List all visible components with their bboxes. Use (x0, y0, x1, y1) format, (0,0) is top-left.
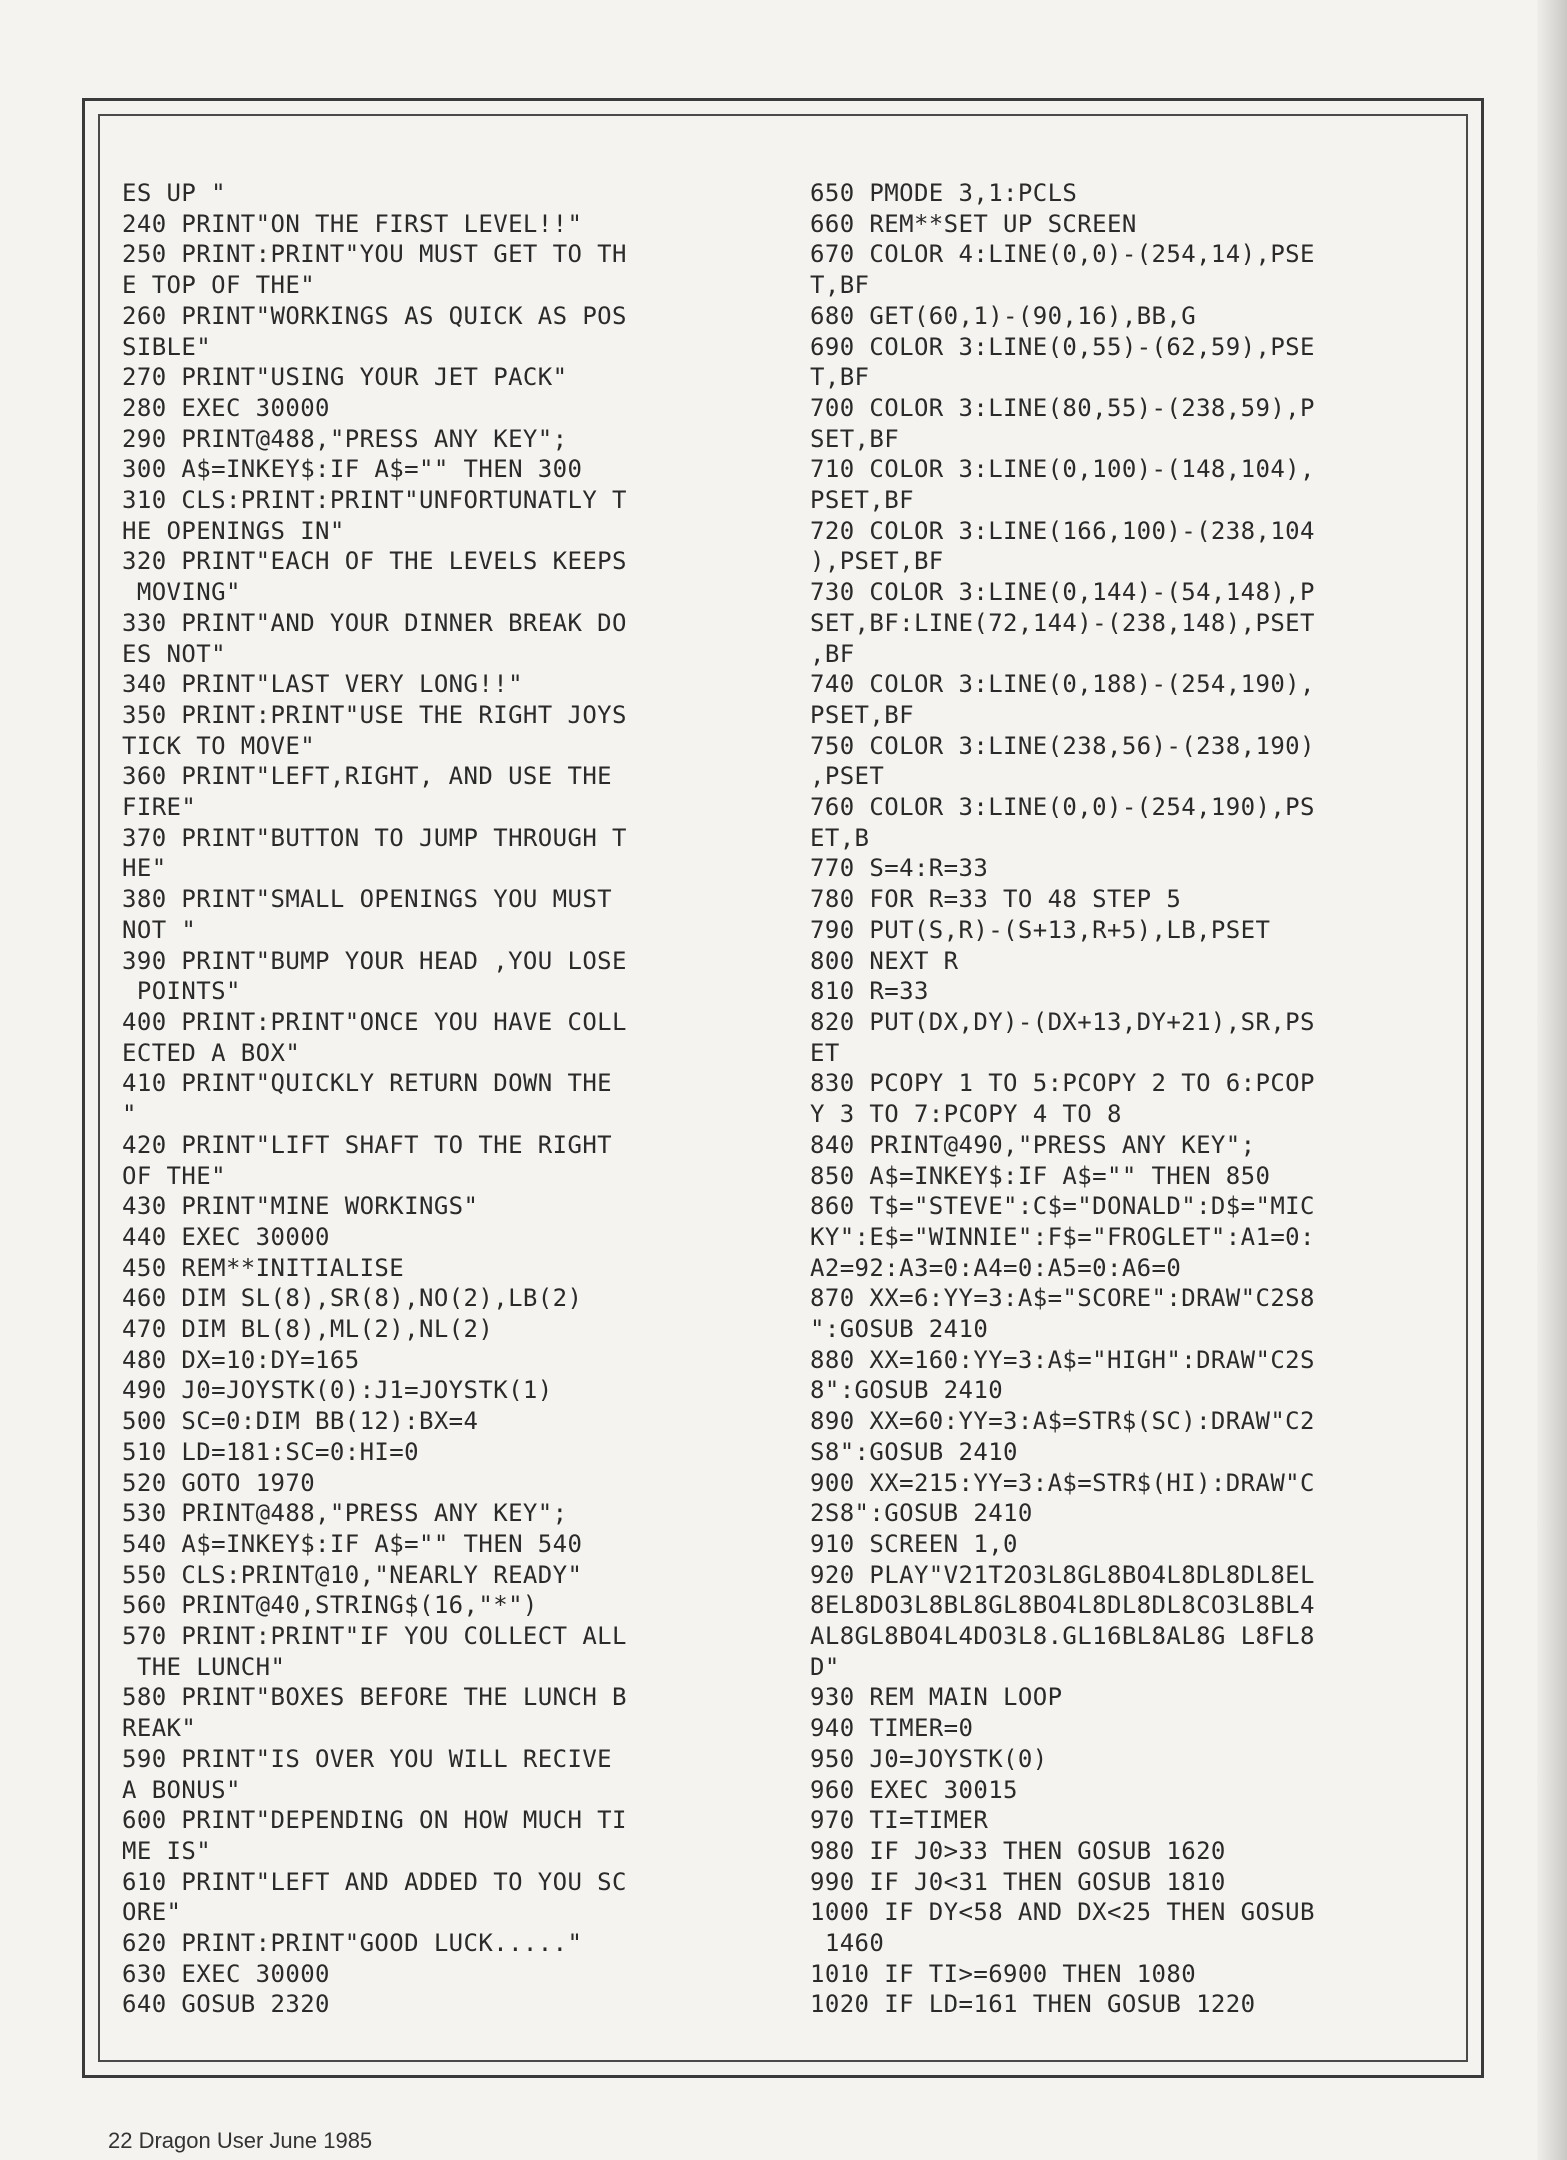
code-line: 690 COLOR 3:LINE(0,55)-(62,59),PSE (810, 332, 1315, 361)
code-line: 860 T$="STEVE":C$="DONALD":D$="MIC (810, 1192, 1315, 1221)
code-line: 750 COLOR 3:LINE(238,56)-(238,190) (810, 731, 1315, 760)
code-line: 390 PRINT"BUMP YOUR HEAD ,YOU LOSE (122, 946, 627, 975)
code-line: 380 PRINT"SMALL OPENINGS YOU MUST (122, 885, 613, 914)
code-line: 920 PLAY"V21T2O3L8GL8BO4L8DL8DL8EL (810, 1560, 1315, 1589)
code-line: 1460 (810, 1929, 885, 1958)
code-line: 680 GET(60,1)-(90,16),BB,G (810, 301, 1197, 330)
code-line: 840 PRINT@490,"PRESS ANY KEY"; (810, 1130, 1256, 1159)
code-line: 510 LD=181:SC=0:HI=0 (122, 1437, 419, 1466)
code-line: 490 J0=JOYSTK(0):J1=JOYSTK(1) (122, 1376, 553, 1405)
code-column-left (122, 178, 762, 2020)
code-line: 240 PRINT"ON THE FIRST LEVEL!!" (122, 209, 583, 238)
code-line: 470 DIM BL(8),ML(2),NL(2) (122, 1315, 494, 1344)
code-line: 1000 IF DY<58 AND DX<25 THEN GOSUB (810, 1898, 1315, 1927)
code-line: PSET,BF (810, 486, 914, 515)
code-line: ,PSET (810, 762, 885, 791)
code-line: 650 PMODE 3,1:PCLS (810, 179, 1078, 207)
code-line: 770 S=4:R=33 (810, 854, 989, 883)
code-line: 910 SCREEN 1,0 (810, 1529, 1018, 1558)
code-line: ES UP " (122, 179, 226, 207)
code-line: 1010 IF TI>=6900 THEN 1080 (810, 1959, 1197, 1988)
code-line: 950 J0=JOYSTK(0) (810, 1744, 1048, 1773)
code-line: POINTS" (122, 977, 241, 1006)
code-line: 2S8":GOSUB 2410 (810, 1499, 1033, 1528)
code-line: 960 EXEC 30015 (810, 1775, 1018, 1804)
code-line: 670 COLOR 4:LINE(0,0)-(254,14),PSE (810, 240, 1315, 269)
code-line: 790 PUT(S,R)-(S+13,R+5),LB,PSET (810, 915, 1271, 944)
code-line: 940 TIMER=0 (810, 1714, 974, 1743)
code-line: 250 PRINT:PRINT"YOU MUST GET TO TH (122, 240, 627, 269)
code-line: SIBLE" (122, 332, 212, 361)
code-line: T,BF (810, 271, 870, 300)
code-line: 780 FOR R=33 TO 48 STEP 5 (810, 885, 1182, 914)
code-line: 450 REM**INITIALISE (122, 1253, 405, 1282)
code-line: 740 COLOR 3:LINE(0,188)-(254,190), (810, 670, 1315, 699)
code-line: 610 PRINT"LEFT AND ADDED TO YOU SC (122, 1867, 627, 1896)
code-line: ORE" (122, 1898, 182, 1927)
code-line: REAK" (122, 1714, 197, 1743)
code-line: 350 PRINT:PRINT"USE THE RIGHT JOYS (122, 700, 627, 729)
code-line: 410 PRINT"QUICKLY RETURN DOWN THE (122, 1069, 613, 1098)
code-line: 1020 IF LD=161 THEN GOSUB 1220 (810, 1990, 1256, 2019)
code-line: 540 A$=INKEY$:IF A$="" THEN 540 (122, 1529, 583, 1558)
code-line: 620 PRINT:PRINT"GOOD LUCK....." (122, 1929, 583, 1958)
code-line: T,BF (810, 363, 870, 392)
code-line: E TOP OF THE" (122, 271, 316, 300)
code-line: 300 A$=INKEY$:IF A$="" THEN 300 (122, 455, 583, 484)
code-line: 400 PRINT:PRINT"ONCE YOU HAVE COLL (122, 1007, 627, 1036)
code-line: 330 PRINT"AND YOUR DINNER BREAK DO (122, 608, 627, 637)
code-line: 570 PRINT:PRINT"IF YOU COLLECT ALL (122, 1622, 627, 1651)
code-line: 8":GOSUB 2410 (810, 1376, 1004, 1405)
code-line: ME IS" (122, 1836, 212, 1865)
code-column-right (810, 178, 1455, 2020)
code-line: 870 XX=6:YY=3:A$="SCORE":DRAW"C2S8 (810, 1284, 1315, 1313)
code-line: 720 COLOR 3:LINE(166,100)-(238,104 (810, 516, 1315, 545)
code-line: KY":E$="WINNIE":F$="FROGLET":A1=0: (810, 1222, 1315, 1251)
code-line: 440 EXEC 30000 (122, 1222, 330, 1251)
code-line: 600 PRINT"DEPENDING ON HOW MUCH TI (122, 1806, 627, 1835)
code-line: 260 PRINT"WORKINGS AS QUICK AS POS (122, 301, 627, 330)
code-line: 820 PUT(DX,DY)-(DX+13,DY+21),SR,PS (810, 1007, 1315, 1036)
code-line: THE LUNCH" (122, 1652, 286, 1681)
code-line: 480 DX=10:DY=165 (122, 1345, 360, 1374)
code-line: 800 NEXT R (810, 946, 959, 975)
code-line: ECTED A BOX" (122, 1038, 301, 1067)
code-line: SET,BF (810, 424, 900, 453)
code-line: 630 EXEC 30000 (122, 1959, 330, 1988)
code-line: 430 PRINT"MINE WORKINGS" (122, 1192, 479, 1221)
code-line: " (122, 1100, 137, 1129)
code-line: A2=92:A3=0:A4=0:A5=0:A6=0 (810, 1253, 1182, 1282)
code-line: 930 REM MAIN LOOP (810, 1683, 1063, 1712)
code-line: 460 DIM SL(8),SR(8),NO(2),LB(2) (122, 1284, 583, 1313)
code-line: ),PSET,BF (810, 547, 944, 576)
code-line: SET,BF:LINE(72,144)-(238,148),PSET (810, 608, 1315, 637)
code-line: A BONUS" (122, 1775, 241, 1804)
code-line: 660 REM**SET UP SCREEN (810, 209, 1137, 238)
code-line: 280 EXEC 30000 (122, 393, 330, 422)
code-line: 810 R=33 (810, 977, 929, 1006)
code-line: OF THE" (122, 1161, 226, 1190)
code-line: 850 A$=INKEY$:IF A$="" THEN 850 (810, 1161, 1271, 1190)
code-line: 710 COLOR 3:LINE(0,100)-(148,104), (810, 455, 1315, 484)
code-line: HE" (122, 854, 167, 883)
page-edge-shadow (1537, 0, 1567, 2160)
code-line: 420 PRINT"LIFT SHAFT TO THE RIGHT (122, 1130, 613, 1159)
code-line: NOT " (122, 915, 197, 944)
code-line: 370 PRINT"BUTTON TO JUMP THROUGH T (122, 823, 627, 852)
code-line: ES NOT" (122, 639, 226, 668)
code-line: S8":GOSUB 2410 (810, 1437, 1018, 1466)
code-line: 590 PRINT"IS OVER YOU WILL RECIVE (122, 1744, 613, 1773)
code-line: 290 PRINT@488,"PRESS ANY KEY"; (122, 424, 568, 453)
code-line: 270 PRINT"USING YOUR JET PACK" (122, 363, 568, 392)
code-line: 830 PCOPY 1 TO 5:PCOPY 2 TO 6:PCOP (810, 1069, 1315, 1098)
code-line: 320 PRINT"EACH OF THE LEVELS KEEPS (122, 547, 627, 576)
page-footer: 22 Dragon User June 1985 (108, 2128, 373, 2153)
code-line: 340 PRINT"LAST VERY LONG!!" (122, 670, 523, 699)
code-line: FIRE" (122, 793, 197, 822)
code-line: 550 CLS:PRINT@10,"NEARLY READY" (122, 1560, 583, 1589)
code-line: AL8GL8BO4L4DO3L8.GL16BL8AL8G L8FL8 (810, 1622, 1315, 1651)
code-line: HE OPENINGS IN" (122, 516, 345, 545)
code-line: 520 GOTO 1970 (122, 1468, 316, 1497)
code-line: 640 GOSUB 2320 (122, 1990, 330, 2019)
code-line: 560 PRINT@40,STRING$(16,"*") (122, 1591, 538, 1620)
code-line: 880 XX=160:YY=3:A$="HIGH":DRAW"C2S (810, 1345, 1315, 1374)
code-line: 8EL8DO3L8BL8GL8BO4L8DL8DL8CO3L8BL4 (810, 1591, 1315, 1620)
code-line: 580 PRINT"BOXES BEFORE THE LUNCH B (122, 1683, 627, 1712)
code-line: 890 XX=60:YY=3:A$=STR$(SC):DRAW"C2 (810, 1407, 1315, 1436)
code-line: 760 COLOR 3:LINE(0,0)-(254,190),PS (810, 793, 1315, 822)
code-line: 900 XX=215:YY=3:A$=STR$(HI):DRAW"C (810, 1468, 1315, 1497)
code-line: ET,B (810, 823, 870, 852)
code-line: 310 CLS:PRINT:PRINT"UNFORTUNATLY T (122, 486, 627, 515)
code-line: 730 COLOR 3:LINE(0,144)-(54,148),P (810, 578, 1315, 607)
code-line: Y 3 TO 7:PCOPY 4 TO 8 (810, 1100, 1122, 1129)
code-line: TICK TO MOVE" (122, 731, 316, 760)
code-line: 990 IF J0<31 THEN GOSUB 1810 (810, 1867, 1226, 1896)
code-line: 970 TI=TIMER (810, 1806, 989, 1835)
code-line: 500 SC=0:DIM BB(12):BX=4 (122, 1407, 479, 1436)
code-line: 360 PRINT"LEFT,RIGHT, AND USE THE (122, 762, 613, 791)
code-line: ":GOSUB 2410 (810, 1315, 989, 1344)
code-line: ,BF (810, 639, 855, 668)
code-line: ET (810, 1038, 840, 1067)
code-line: 700 COLOR 3:LINE(80,55)-(238,59),P (810, 393, 1315, 422)
code-line: PSET,BF (810, 700, 914, 729)
code-line: MOVING" (122, 578, 241, 607)
code-line: 530 PRINT@488,"PRESS ANY KEY"; (122, 1499, 568, 1528)
code-line: D" (810, 1652, 840, 1681)
code-line: 980 IF J0>33 THEN GOSUB 1620 (810, 1836, 1226, 1865)
